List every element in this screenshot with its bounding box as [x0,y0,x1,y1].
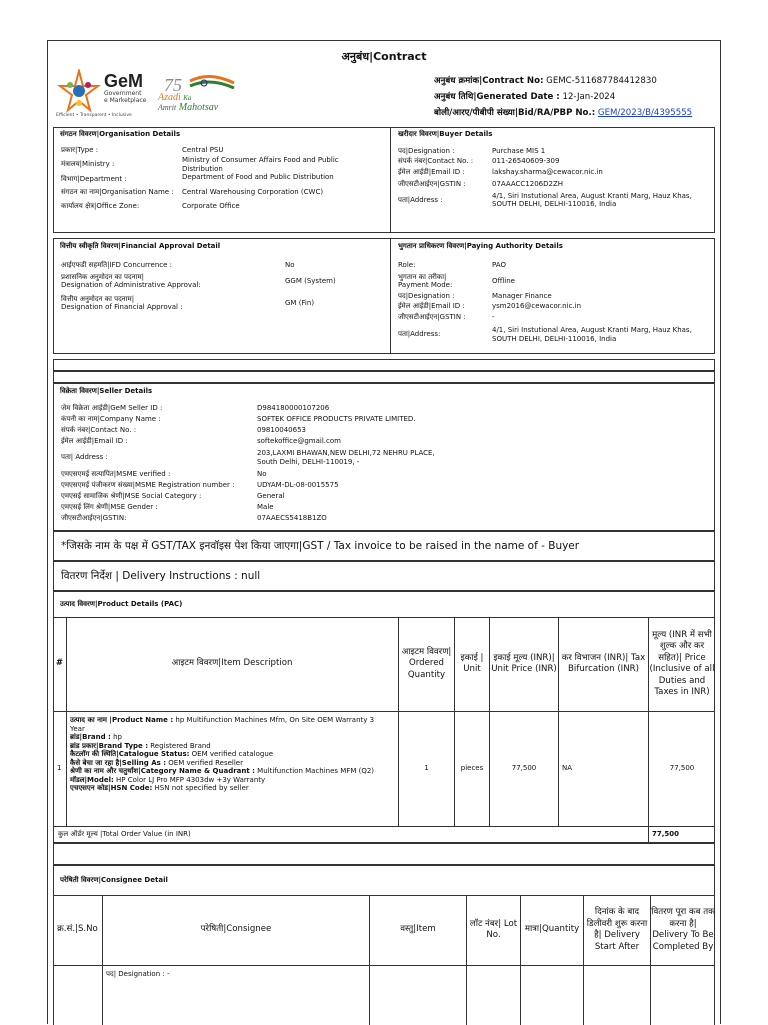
col-consignee: परेषिती|Consignee [200,924,272,935]
seller-heading: विक्रेता विवरण|Seller Details [60,387,153,395]
financial-label: आईएफडी सहमति|IFD Concurrence : [61,260,172,269]
org-label: कार्यालय क्षेत्र|Office Zone: [61,202,140,210]
org-label: विभाग|Department : [61,174,127,183]
tax-bifurcation: NA [562,764,573,772]
seller-label: पता| Address : [61,453,108,461]
paying-value: ysm2016@cewacor.nic.in [492,302,582,310]
col-unit-price: इकाई मूल्य (INR)| Unit Price (INR) [491,652,557,674]
seller-value: SOFTEK OFFICE PRODUCTS PRIVATE LIMITED. [257,414,416,423]
gem-star-icon [56,69,102,113]
buyer-value: 07AAACC1206D2ZH [492,179,564,188]
ordered-quantity: 1 [424,764,429,772]
unit-price: 77,500 [511,764,537,772]
buyer-value: 4/1, Siri Instutional Area, August Kranti Marg, Hauz Khas, SOUTH DELHI, DELHI-110016, India [492,191,692,208]
seller-value: No [257,469,267,478]
seller-label: संपर्क नंबर|Contact No. : [61,425,137,434]
paying-label: भुगतान का तरीका| Payment Mode: [398,272,453,289]
financial-label: वित्तीय अनुमोदन का पदनाम| Designation of Financial Approval : [61,294,183,311]
gem-tagline: Efficient • Transparent • Inclusive [56,113,132,118]
bid-number-link[interactable]: GEM/2023/B/4395555 [597,108,693,118]
buyer-heading: खरीदार विवरण|Buyer Details [398,130,493,138]
col-delivery-start: दिनांक के बाद डिलीवरी शुरू करना है| Delivery Start After [586,907,648,952]
gem-logo [54,69,244,123]
org-value: Central PSU [182,146,224,154]
col-item: वस्तु|Item [400,924,436,935]
buyer-label: पद|Designation : [398,146,455,155]
col-hash: # [55,658,64,669]
seller-label: कंपनी का नाम|Company Name : [61,414,161,423]
paying-label: पद|Designation : [398,291,455,300]
col-unit: इकाई | Unit [460,652,484,674]
paying-value: Manager Finance [492,291,552,300]
seller-label: जीएसटीआईएन|GSTIN: [61,513,127,522]
org-value: Ministry of Consumer Affairs Food and Public Distribution [182,156,339,173]
seller-label: एमएसएमई पंजीकरण संख्या|MSME Registration number : [61,480,235,489]
product-attribute: उत्पाद का नाम |Product Name : hp Multifunction Machines Mfm, On Site OEM Warranty 3 Year [70,716,375,733]
buyer-label: पता|Address : [398,195,443,204]
org-label: मंत्रालय|Ministry : [61,160,115,168]
contract-page [47,40,721,1024]
total-order-value: 77,500 [652,830,680,838]
seller-label: एमएसई लिंग श्रेणी|MSE Gender : [61,502,158,511]
product-attribute: मॉडल|Model: HP Color LJ Pro MFP 4303dw +3y Warranty [70,775,266,784]
paying-value: - [492,312,495,321]
product-attribute: ब्रांड|Brand : hp [70,733,122,741]
contract-meta: अनुबंध क्रमांक|Contract No: GEMC-511687784412830 अनुबंध तिथि|Generated Date : 12-Jan-2024 बोली/आरए/पीबीपी संख्या|Bid/RA/PBP No.: GEM/2023/B/4395555 [434,76,693,118]
buyer-label: ईमेल आईडी|Email ID : [398,167,465,176]
paying-label: जीएसटीआईएन|GSTIN : [398,312,466,321]
consignee-designation: पद| Designation : - [106,970,170,978]
seller-value: 07AAECS5418B1ZO [257,513,327,522]
empty-row [53,371,715,383]
org-label: प्रकार|Type : [61,146,99,154]
buyer-value: Purchase MIS 1 [492,146,546,155]
gst-note: *जिसके नाम के पक्ष में GST/TAX इनवॉइस पेश किया जाएगा|GST / Tax invoice to be raised in the name of - Buyer [61,540,580,552]
product-attribute: ब्रांड प्रकार|Brand Type : Registered Brand [70,741,211,750]
seller-value: 09810040653 [257,425,306,434]
contract-number: GEMC-511687784412830 [546,76,657,86]
generated-date: 12-Jan-2024 [562,92,616,102]
total-order-label: कुल ऑर्डर मूल्य |Total Order Value (in INR) [58,830,191,838]
seller-label: ईमेल आईडी|Email ID : [61,436,128,445]
gem-name: GeM [104,71,144,91]
col-item-description: आइटम विवरण|Item Description [171,658,293,669]
product-attribute: कैसे बेचा जा रहा है|Selling As : OEM verified Reseller [70,758,243,767]
delivery-instructions: वितरण निर्देश | Delivery Instructions : null [61,570,261,582]
org-heading: संगठन विवरण|Organisation Details [60,130,181,138]
col-delivery-complete: वितरण पूरा कब तक करना है| Delivery To Be Completed By [651,907,715,952]
org-label: संगठन का नाम|Organisation Name : [61,188,174,196]
seller-value: D984180000107206 [257,403,330,412]
paying-label: Role: [398,261,416,269]
page-title: अनुबंध|Contract [341,50,427,63]
buyer-label: संपर्क नंबर|Contact No. : [398,157,474,165]
financial-value: GM (Fin) [285,298,315,307]
financial-value: No [285,260,295,269]
unit: pieces [460,764,484,772]
price-total: 77,500 [669,764,695,772]
empty-row [53,359,715,371]
buyer-value: 011-26540609-309 [492,157,560,165]
financial-value: GGM (System) [285,276,336,285]
col-sno: क्र.सं.|S.No [57,924,98,935]
azadi-text: Azadi Ka Amrit Mahotsav [158,92,219,113]
org-value: Department of Food and Public Distribution [182,173,334,181]
org-value: Central Warehousing Corporation (CWC) [182,188,324,196]
product-attribute: कैटलॉग की स्थिति|Catalogue Status: OEM verified catalogue [70,750,274,758]
gem-subtitle: Government e Marketplace [104,90,147,104]
seller-label: एमएसई सामाजिक श्रेणी|MSE Social Category : [61,491,202,500]
paying-value: 4/1, Siri Instutional Area, August Kranti Marg, Hauz Khas, SOUTH DELHI, DELHI-110016, India [492,326,692,343]
paying-heading: भुगतान प्राधिकरण विवरण|Paying Authority Details [398,242,563,250]
col-lot-no: लॉट नंबर| Lot No. [469,918,518,940]
product-lines [70,716,390,793]
seller-label: जेम विक्रेता आईडी|GeM Seller ID : [61,403,163,412]
buyer-label: जीएसटीआईएन|GSTIN : [398,179,466,188]
buyer-value: lakshay.sharma@cewacor.nic.in [492,167,603,176]
seller-label: एमएसएमई सत्यापित|MSME verified : [61,469,171,478]
financial-heading: वित्तीय स्वीकृति विवरण|Financial Approval Detail [60,242,221,250]
col-ordered-quantity: आइटम विवरण| Ordered Quantity [401,646,452,680]
seller-value: UDYAM-DL-08-0015575 [257,480,339,489]
paying-value: Offline [492,276,515,285]
paying-value: PAO [492,261,506,269]
consignee-heading: परेषिती विवरण|Consignee Detail [60,876,168,884]
row-number: 1 [57,764,62,772]
col-price-total: मूल्य (INR में सभी शुल्क और कर सहित)| Price (Inclusive of all Duties and Taxes in INR) [649,629,715,697]
col-tax-bifurcation: कर विभाजन (INR)| Tax Bifurcation (INR) [561,652,646,674]
seller-value: Male [257,502,274,511]
paying-label: पता|Address: [398,330,441,338]
product-attribute: श्रेणी का नाम और चतुर्थांश|Category Name & Quadrant : Multifunction Machines MFM (Q2) [70,767,375,775]
seller-value: General [257,491,285,500]
org-value: Corporate Office [182,202,240,210]
seller-value: 203,LAXMI BHAWAN,NEW DELHI,72 NEHRU PLACE, South Delhi, DELHI-110019, - [257,449,435,466]
paying-label: ईमेल आईडी|Email ID : [398,302,465,310]
svg-text:75: 75 [164,75,182,95]
financial-label: प्रशासनिक अनुमोदन का पदनाम| Designation of Administrative Approval: [61,272,201,289]
empty-row [53,843,715,865]
col-quantity: मात्रा|Quantity [524,924,580,935]
seller-value: softekoffice@gmail.com [257,436,341,445]
product-heading: उत्पाद विवरण|Product Details (PAC) [60,600,183,608]
product-attribute: एचएसएन कोड|HSN Code: HSN not specified by seller [70,784,249,792]
